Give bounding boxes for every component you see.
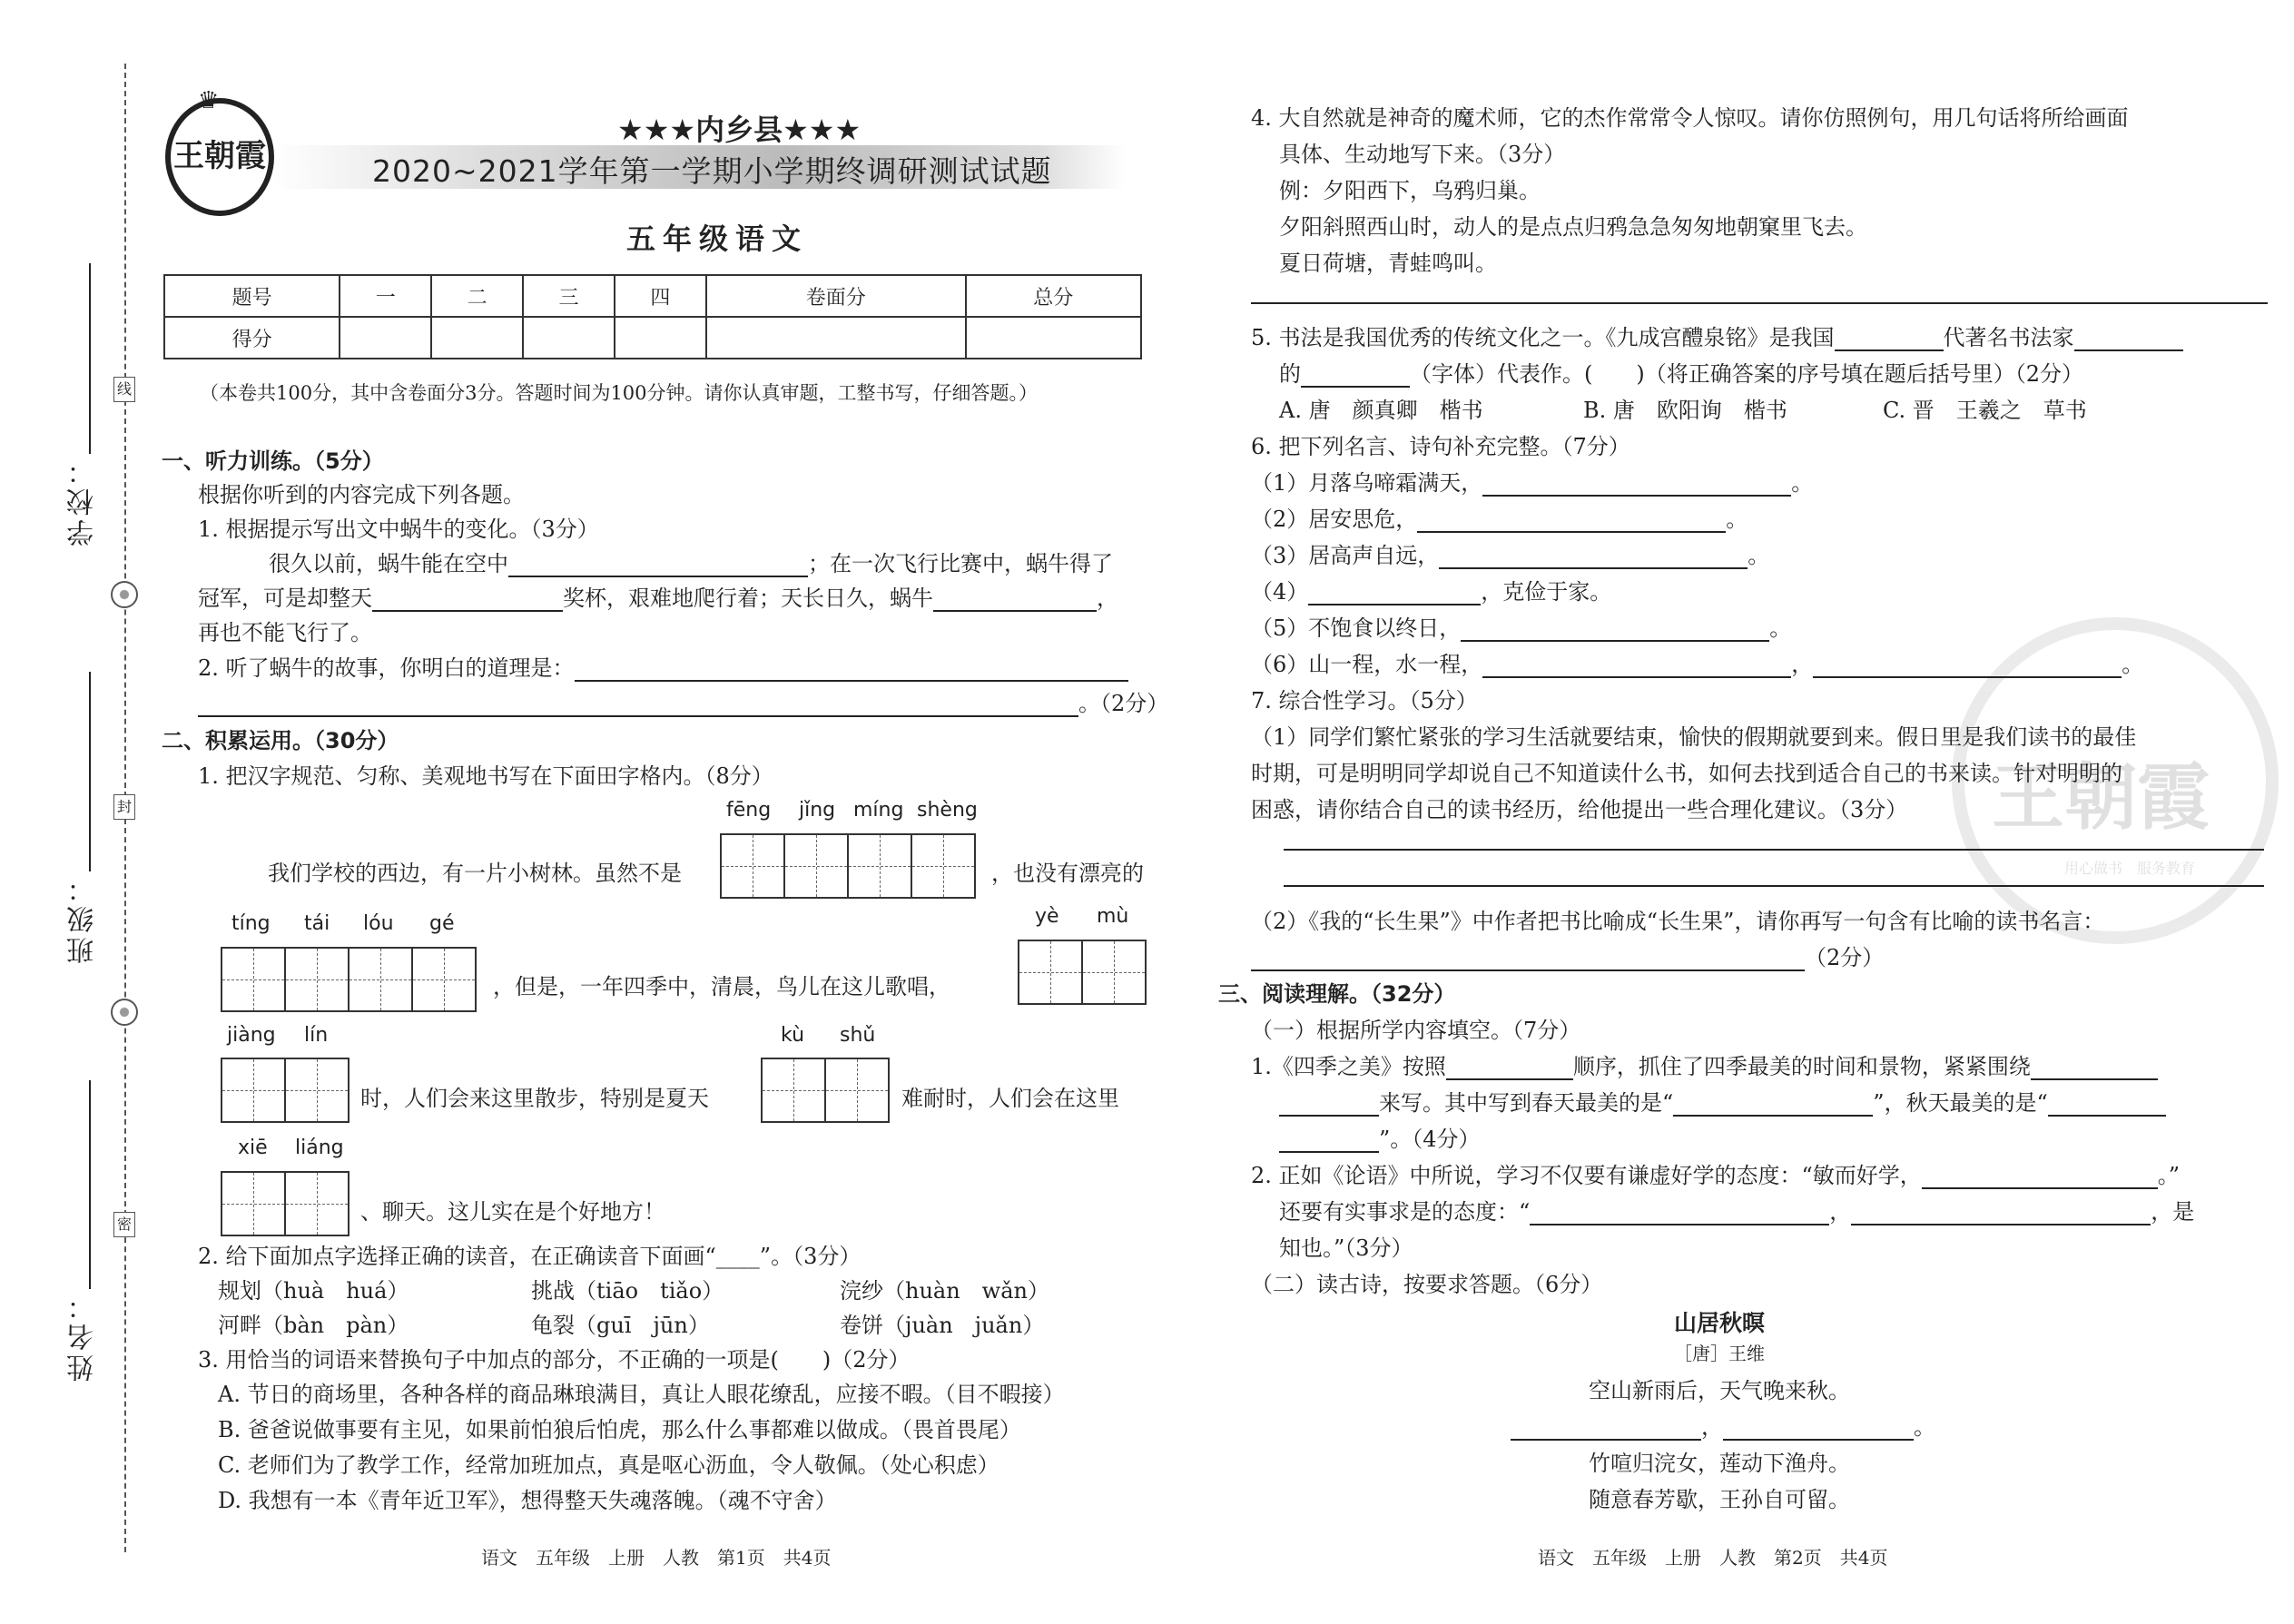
page-footer: 语文 五年级 上册 人教 第2页 共4页 — [1538, 1547, 1888, 1569]
s2-q3: 3. 用恰当的词语来替换句子中加点的部分，不正确的一项是( )（2分） — [198, 1347, 911, 1373]
section1-intro: 根据你听到的内容完成下列各题。 — [198, 482, 525, 507]
q6-item: （2）居安思危， 。 — [1251, 507, 1748, 532]
s2-q2: 2. 给下面加点字选择正确的读音，在正确读音下面画“____”。（3分） — [198, 1244, 861, 1269]
section2-title: 二、积累运用。（30分） — [162, 728, 399, 753]
answer-blank[interactable] — [1308, 584, 1481, 605]
section3-part1: （一）根据所学内容填空。（7分） — [1251, 1018, 1581, 1043]
exam-notice: （本卷共100分，其中含卷面分3分。答题时间为100分钟。请你认真审题，工整书写，仔细答题。） — [200, 382, 1039, 404]
left-page: 学校： 班级： 姓名： 线 封 密 ♛ 王朝霞 ★★★内乡县★★★ 2020~2021学年第一学期小学期终调研测试试题 五年级语文 题号 一 二 三 四 卷面分 总分 得分 （本卷共100分，其中含卷面分3分。答题时间为100分钟。请你认真审题，工整书写，仔细答题。） 一、听力训练。（5分） 根据你听到的内容完成下列各题。 1. 根据提示写出文中蜗牛的变化。（3分） 很久以前，蜗牛能在空中 ；在一次飞行比赛中，蜗牛得了 冠军，可是却整天 奖杯，艰难地爬行着；天长日久，蜗牛 ， 再也不能飞行了。 2. 听了蜗牛的故事，你明白的道理是： 。（2分） 二、积累运用。（30分） 1. 把汉字规范、匀称、美观地书写在下面田字格内。（8分） fēng jǐng míng shèng 我们学校的西边，有一片小树林。虽然不是 ，也没有漂亮的 tíng tái lóu gé yè mù ，但是，一年四季中，清晨，鸟儿在这儿歌唱， jiàng lín kù shǔ 时，人们会来这里散步，特别是夏天 难耐时，人们会在这里 xiē liáng 、聊天。这儿实在是个好地方！ 2. 给下面加点字选择正确的读音，在正确读音下面画“____”。（3分） 规划（huà huá） 挑战（tiāo tiǎo） 浣纱（huàn wǎn） 河畔（bàn pàn） 龟裂（guī jūn） 卷饼（juàn juǎn） 3. 用恰当的词语来替换句子中加点的部分，不正确的一项是( )（2分） A. 节日的商场里，各种各样的商品琳琅满目，真让人眼花缭乱，应接不暇。（目不暇接） B. 爸爸说做事要有主见，如果前怕狼后怕虎，那么什么事都难以做成。（畏首畏尾） C. 老师们为了教学工作，经常加班加点，真是呕心沥血，令人敬佩。（处心积虑） D. 我想有一本《青年近卫军》，想得整天失魂落魄。（魂不守舍） 语文 五年级 上册 人教 第1页 共4页 — [0, 0, 1147, 1624]
s3-q1-line1: 1.《四季之美》按照 顺序，抓住了四季最美的时间和景物，紧紧围绕 — [1251, 1048, 2158, 1080]
q5-option-b: B. 唐 欧阳询 楷书 — [1583, 398, 1787, 423]
option-d: D. 我想有一本《青年近卫军》，想得整天失魂落魄。（魂不守舍） — [218, 1488, 837, 1513]
q7-2: （2）《我的“长生果”》中作者把书比喻成“长生果”，请你再写一句含有比喻的读书名言： — [1251, 909, 2105, 934]
answer-line[interactable] — [1251, 302, 2268, 304]
answer-blank[interactable] — [2048, 1095, 2166, 1117]
pronunciation-item: 卷饼（juàn juǎn） — [840, 1313, 1045, 1338]
s3-q2-line1: 2. 正如《论语》中所说，学习不仅要有谦虚好学的态度：“敏而好学， 。” — [1251, 1163, 2181, 1188]
answer-blank[interactable] — [1723, 1419, 1914, 1441]
score-table-header: 题号 一 二 三 四 卷面分 总分 — [164, 275, 1141, 317]
q5-option-a: A. 唐 颜真卿 楷书 — [1279, 398, 1483, 423]
s1-q1-line2: 冠军，可是却整天 奖杯，艰难地爬行着；天长日久，蜗牛 ， — [198, 586, 1118, 611]
poem-line: 竹喧归浣女，莲动下渔舟。 — [1589, 1451, 1850, 1476]
s2-q1-line3b: 难耐时，人们会在这里 — [901, 1086, 1119, 1111]
option-b: B. 爸爸说做事要有主见，如果前怕狼后怕虎，那么什么事都难以做成。（畏首畏尾） — [218, 1417, 1021, 1442]
writing-cell[interactable] — [1081, 940, 1147, 1005]
writing-cell[interactable] — [221, 1058, 286, 1123]
q6-item: （5）不饱食以终日， 。 — [1251, 615, 1792, 641]
writing-cell[interactable] — [284, 1171, 350, 1236]
s1-q1-line3: 再也不能飞行了。 — [198, 620, 372, 645]
writing-cell[interactable] — [911, 833, 976, 899]
writing-cell[interactable] — [284, 947, 350, 1012]
page-footer: 语文 五年级 上册 人教 第1页 共4页 — [481, 1547, 832, 1569]
score-table — [163, 274, 1142, 359]
writing-cell[interactable] — [824, 1058, 890, 1123]
answer-blank[interactable] — [2031, 1058, 2158, 1080]
q6: 6. 把下列名言、诗句补充完整。（7分） — [1251, 434, 1630, 459]
answer-blank[interactable] — [933, 590, 1097, 612]
writing-grid — [222, 1058, 350, 1123]
answer-blank[interactable] — [508, 556, 808, 577]
writing-cell[interactable] — [720, 833, 785, 899]
class-label: 班级： — [67, 871, 99, 964]
answer-line[interactable] — [1284, 885, 2264, 887]
poem-blank-line: ， 。 — [1511, 1409, 1935, 1441]
score-cell[interactable] — [615, 317, 706, 359]
writing-cell[interactable] — [221, 947, 286, 1012]
county-title: ★★★内乡县★★★ — [617, 113, 861, 147]
q7: 7. 综合性学习。（5分） — [1251, 688, 1478, 714]
s1-q2: 2. 听了蜗牛的故事，你明白的道理是： — [198, 650, 1128, 682]
answer-blank[interactable] — [1279, 1131, 1379, 1153]
option-a: A. 节日的商场里，各种各样的商品琳琅满目，真让人眼花缭乱，应接不暇。（目不暇接） — [218, 1382, 1065, 1407]
name-field[interactable] — [89, 1080, 91, 1289]
score-cell[interactable] — [431, 317, 523, 359]
right-page — [1147, 0, 2294, 1624]
s1-q2-line2: 。（2分） — [198, 685, 1168, 717]
q6-item: （3）居高声自远， 。 — [1251, 543, 1770, 568]
s2-q1-line4: 、聊天。这儿实在是个好地方！ — [360, 1199, 665, 1225]
binding-hole-icon — [111, 581, 138, 608]
subject-title: 五年级语文 — [626, 221, 809, 256]
watermark-logo: 王朝霞 用心做书 服务教育 — [1952, 617, 2279, 944]
answer-blank[interactable] — [1461, 620, 1769, 642]
q7-2-line2: （2分） — [1251, 940, 1884, 971]
s2-q1-line3a: 时，人们会来这里散步，特别是夏天 — [360, 1086, 709, 1111]
s3-q2-line3: 知也。”（3分） — [1279, 1235, 1413, 1261]
poem-author: ［唐］王维 — [1674, 1343, 1765, 1364]
answer-blank[interactable] — [2074, 330, 2183, 351]
answer-blank[interactable] — [1813, 656, 2122, 678]
answer-blank[interactable] — [1482, 656, 1791, 678]
s2-q1-line1b: ，也没有漂亮的 — [991, 861, 1144, 886]
answer-blank[interactable] — [1439, 547, 1748, 569]
section3-title: 三、阅读理解。（32分） — [1218, 981, 1456, 1007]
writing-grid — [222, 1171, 350, 1236]
writing-cell[interactable] — [221, 1171, 286, 1236]
answer-blank[interactable] — [1511, 1419, 1701, 1441]
seal-mark-seal: 封 — [113, 794, 135, 820]
q7-1-line2: 时期，可是明明同学却说自己不知道读什么书，如何去找到适合自己的书来读。针对明明的 — [1251, 761, 2122, 786]
score-cell[interactable] — [706, 317, 966, 359]
pronunciation-item: 龟裂（guī jūn） — [531, 1313, 710, 1338]
writing-grid — [1019, 940, 1147, 1005]
answer-blank[interactable] — [372, 590, 563, 612]
s1-q1: 1. 根据提示写出文中蜗牛的变化。（3分） — [198, 517, 599, 542]
name-label: 姓名： — [67, 1289, 99, 1382]
binding-hole-icon — [111, 999, 138, 1026]
school-label: 学校： — [67, 454, 99, 546]
writing-cell[interactable] — [411, 947, 477, 1012]
q6-item: （4） ，克俭于家。 — [1251, 579, 1612, 605]
school-field[interactable] — [89, 263, 91, 454]
answer-blank[interactable] — [1482, 475, 1791, 497]
binding-sidebar — [0, 0, 159, 1624]
q4-line2: 具体、生动地写下来。（3分） — [1279, 142, 1566, 167]
q7-1-line1: （1）同学们繁忙紧张的学习生活就要结束，愉快的假期就要到来。假日里是我们读书的最佳 — [1251, 724, 2137, 750]
answer-blank[interactable] — [1922, 1167, 2158, 1189]
publisher-logo: ♛ 王朝霞 — [165, 98, 274, 216]
writing-cell[interactable] — [847, 833, 912, 899]
answer-blank[interactable] — [1251, 950, 1805, 971]
score-cell[interactable] — [340, 317, 431, 359]
writing-cell[interactable] — [284, 1058, 350, 1123]
pronunciation-item: 河畔（bàn pàn） — [218, 1313, 409, 1338]
q5-line2: 的 （字体）代表作。( )（将正确答案的序号填在题后括号里）（2分） — [1279, 361, 2083, 387]
answer-blank[interactable] — [1530, 1204, 1829, 1225]
poem-title: 山居秋暝 — [1673, 1310, 1765, 1336]
score-cell[interactable] — [966, 317, 1141, 359]
pronunciation-item: 规划（huà huá） — [218, 1278, 409, 1304]
s2-q1-line1a: 我们学校的西边，有一片小树林。虽然不是 — [268, 861, 682, 886]
answer-blank[interactable] — [1301, 366, 1410, 388]
exam-title: 2020~2021学年第一学期小学期终调研测试试题 — [372, 153, 1052, 189]
q4-task: 夏日荷塘，青蛙鸣叫。 — [1279, 251, 1497, 276]
answer-blank[interactable] — [1279, 1095, 1379, 1117]
s1-q1-line1: 很久以前，蜗牛能在空中 ；在一次飞行比赛中，蜗牛得了 — [269, 551, 1113, 576]
s2-q1-line2: ，但是，一年四季中，清晨，鸟儿在这儿歌唱， — [493, 974, 950, 999]
section3-part2: （二）读古诗，按要求答题。（6分） — [1251, 1272, 1603, 1297]
score-cell[interactable] — [523, 317, 615, 359]
q4-example: 例：夕阳西下，乌鸦归巢。 — [1279, 178, 1541, 203]
score-table-row: 得分 — [164, 317, 1141, 359]
answer-blank[interactable] — [575, 660, 1128, 682]
seal-mark-secret: 密 — [113, 1212, 135, 1237]
option-c: C. 老师们为了教学工作，经常加班加点，真是呕心沥血，令人敬佩。（处心积虑） — [218, 1452, 999, 1478]
writing-cell[interactable] — [761, 1058, 826, 1123]
q5-line1: 5. 书法是我国优秀的传统文化之一。《九成宫醴泉铭》是我国 代著名书法家 — [1251, 320, 2183, 351]
s2-q1: 1. 把汉字规范、匀称、美观地书写在下面田字格内。（8分） — [198, 763, 773, 789]
section1-title: 一、听力训练。（5分） — [162, 448, 384, 474]
writing-cell[interactable] — [1018, 940, 1083, 1005]
class-field[interactable] — [89, 672, 91, 871]
poem-line: 随意春芳歇，王孙自可留。 — [1589, 1487, 1850, 1512]
pronunciation-item: 挑战（tiāo tiǎo） — [531, 1278, 724, 1304]
answer-blank[interactable] — [1673, 1095, 1873, 1117]
writing-grid — [722, 833, 976, 899]
q5-option-c: C. 晋 王羲之 草书 — [1883, 398, 2087, 423]
s3-q2-line2: 还要有实事求是的态度：“ ， ，是 — [1279, 1199, 2195, 1225]
writing-grid — [763, 1058, 890, 1123]
answer-blank[interactable] — [1417, 511, 1726, 533]
answer-blank[interactable] — [1835, 330, 1944, 351]
writing-grid — [222, 947, 477, 1012]
writing-cell[interactable] — [783, 833, 849, 899]
seal-mark-line: 线 — [113, 377, 135, 402]
writing-cell[interactable] — [348, 947, 413, 1012]
answer-line[interactable] — [1284, 849, 2264, 851]
s3-q1-line2: 来写。其中写到春天最美的是“ ”，秋天最美的是“ — [1279, 1085, 2166, 1117]
q4: 4. 大自然就是神奇的魔术师，它的杰作常常令人惊叹。请你仿照例句，用几句话将所给画面 — [1251, 105, 2129, 131]
crown-icon: ♛ — [198, 87, 220, 114]
answer-blank[interactable] — [1446, 1058, 1573, 1080]
s3-q1-line3: ”。（4分） — [1279, 1121, 1481, 1153]
q4-example2: 夕阳斜照西山时，动人的是点点归鸦急急匆匆地朝窠里飞去。 — [1279, 214, 1867, 240]
q7-1-line3: 困惑，请你结合自己的读书经历，给他提出一些合理化建议。（3分） — [1251, 797, 1908, 822]
q6-item: （1）月落乌啼霜满天， 。 — [1251, 470, 1814, 496]
q6-item: （6）山一程，水一程， ， 。 — [1251, 652, 2144, 677]
answer-blank[interactable] — [1851, 1204, 2151, 1225]
answer-blank[interactable] — [198, 695, 1078, 717]
poem-line: 空山新雨后，天气晚来秋。 — [1589, 1378, 1850, 1403]
pronunciation-item: 浣纱（huàn wǎn） — [840, 1278, 1049, 1304]
